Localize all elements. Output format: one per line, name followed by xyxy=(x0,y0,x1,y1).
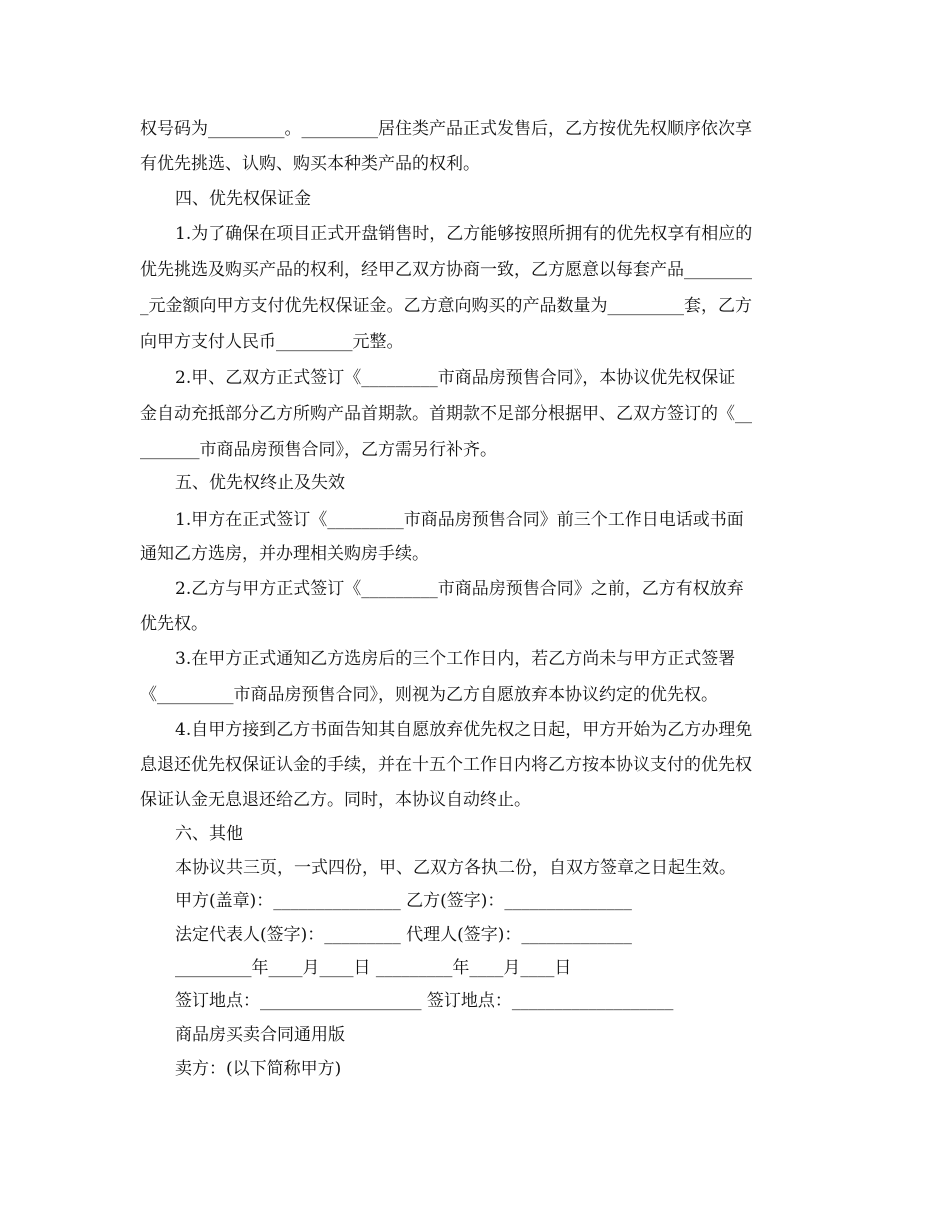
signature-line: 甲方(盖章)：_______________ 乙方(签字)：_______________ xyxy=(175,891,632,911)
text-line: 《_________市商品房预售合同》，则视为乙方自愿放弃本协议约定的优先权。 xyxy=(140,685,718,705)
section-heading: 六、其他 xyxy=(175,824,243,844)
text-line: 2.甲、乙双方正式签订《_________市商品房预售合同》，本协议优先权保证 xyxy=(175,368,736,388)
text-line: 3.在甲方正式通知乙方选房后的三个工作日内，若乙方尚未与甲方正式签署 xyxy=(175,649,736,669)
text-line: 金自动充抵部分乙方所购产品首期款。首期款不足部分根据甲、乙双方签订的《__ xyxy=(140,404,752,424)
text-line: 息退还优先权保证认金的手续，并在十五个工作日内将乙方按本协议支付的优先权 xyxy=(140,755,752,775)
text-line: _______市商品房预售合同》，乙方需另行补齐。 xyxy=(140,440,497,460)
location-line: 签订地点：___________________ 签订地点：___________________ xyxy=(175,991,674,1011)
text-line: 本协议共三页，一式四份，甲、乙双方各执二份，自双方签章之日起生效。 xyxy=(175,858,736,878)
section-heading: 五、优先权终止及失效 xyxy=(175,473,345,493)
text-line: 向甲方支付人民币_________元整。 xyxy=(140,332,404,352)
contract-title: 商品房买卖合同通用版 xyxy=(175,1025,345,1045)
text-line: 保证认金无息退还给乙方。同时，本协议自动终止。 xyxy=(140,790,531,810)
section-heading: 四、优先权保证金 xyxy=(175,189,311,209)
text-line: 1.为了确保在项目正式开盘销售时，乙方能够按照所拥有的优先权享有相应的 xyxy=(175,224,753,244)
text-line: 1.甲方在正式签订《_________市商品房预售合同》前三个工作日电话或书面 xyxy=(175,510,744,530)
text-line: 有优先挑选、认购、购买本种类产品的权利。 xyxy=(140,154,480,174)
date-line: _________年____月____日 _________年____月____日 xyxy=(175,958,572,978)
signature-line: 法定代表人(签字)：_________ 代理人(签字)：_____________ xyxy=(175,925,632,945)
text-line: 优先挑选及购买产品的权利，经甲乙双方协商一致，乙方愿意以每套产品________ xyxy=(140,260,752,280)
text-line: 2.乙方与甲方正式签订《_________市商品房预售合同》之前，乙方有权放弃 xyxy=(175,579,744,599)
text-line: 权号码为_________。_________居住类产品正式发售后，乙方按优先权顺序依次享 xyxy=(140,119,752,139)
text-line: 优先权。 xyxy=(140,614,208,634)
text-line: 4.自甲方接到乙方书面告知其自愿放弃优先权之日起，甲方开始为乙方办理免 xyxy=(175,720,753,740)
text-line: 通知乙方选房，并办理相关购房手续。 xyxy=(140,544,429,564)
text-line: _元金额向甲方支付优先权保证金。乙方意向购买的产品数量为_________套，乙方 xyxy=(140,296,752,316)
text-line: 卖方：(以下简称甲方) xyxy=(175,1059,342,1079)
